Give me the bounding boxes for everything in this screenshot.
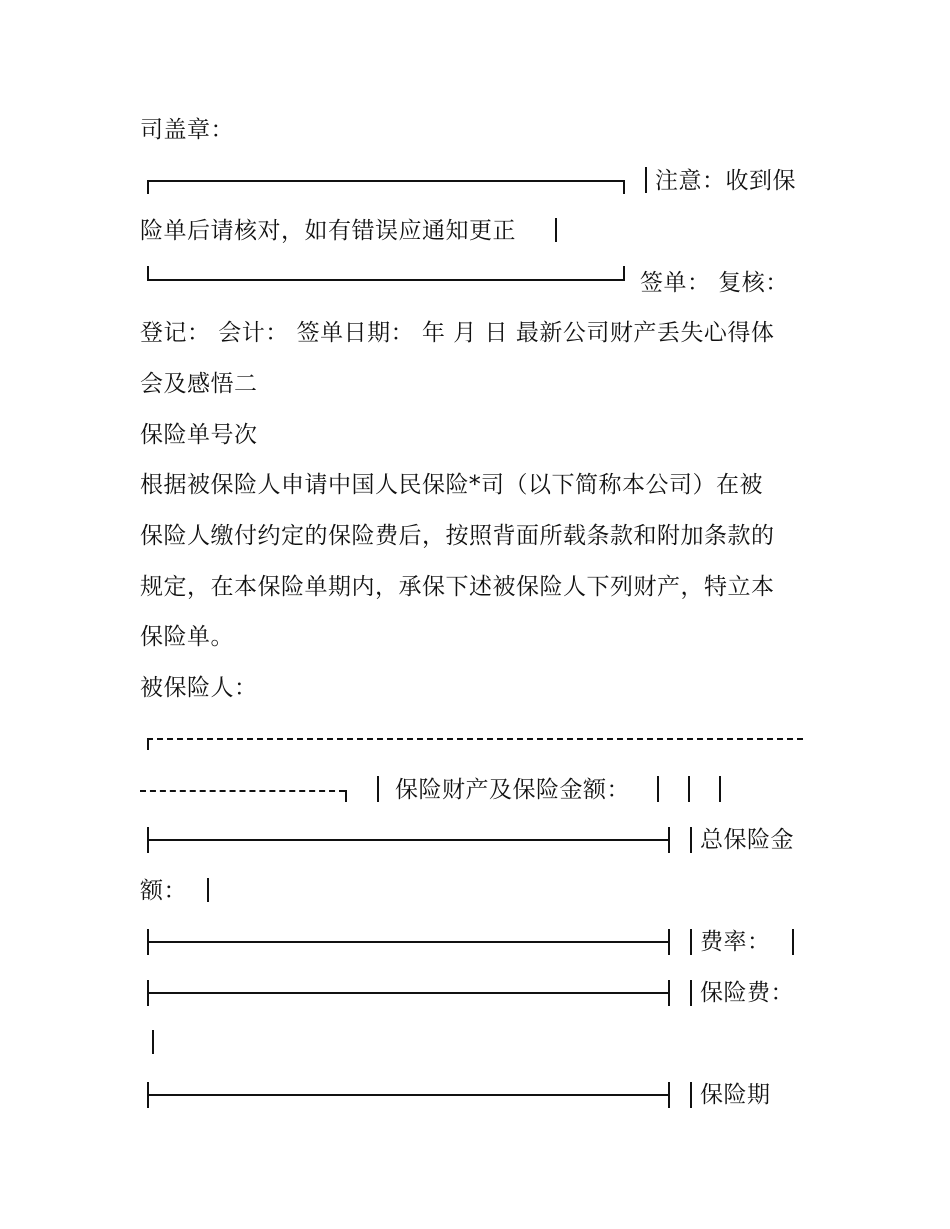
paragraph-line: 根据被保险人申请中国人民保险*司（以下简称本公司）在被 (140, 472, 763, 498)
box-divider (657, 776, 659, 802)
box-corner-right (623, 266, 625, 280)
paragraph-line: 保险单。 (140, 624, 234, 650)
policy-number-label: 保险单号次 (140, 422, 258, 448)
dashed-corner (345, 790, 347, 802)
box-divider (207, 878, 209, 902)
text-line-heading: 会及感悟二 (140, 371, 258, 397)
row-right-edge (668, 929, 670, 955)
box-divider (792, 929, 794, 955)
dashed-continuation (140, 790, 345, 792)
box-divider (555, 218, 557, 242)
row-right-edge (668, 827, 670, 853)
row-right-edge (668, 980, 670, 1006)
box-corner-right (623, 180, 625, 194)
box-top-border (147, 180, 625, 182)
box-divider (688, 776, 690, 802)
box-corner-left (147, 180, 149, 194)
box-bottom-border (147, 279, 625, 281)
rate-label: 费率： (700, 929, 771, 955)
box-divider (645, 167, 647, 193)
row-separator (147, 839, 669, 841)
box-divider (690, 827, 692, 853)
dashed-top-border (147, 738, 803, 740)
box-divider (690, 1082, 692, 1108)
box-divider (377, 776, 379, 802)
box-corner-left (147, 266, 149, 280)
box-divider (152, 1030, 154, 1054)
box-divider (719, 776, 721, 802)
row-separator (147, 1094, 669, 1096)
total-insured-label-cont: 额： (140, 878, 187, 904)
text-line-stamp: 司盖章： (140, 117, 234, 143)
row-separator (147, 941, 669, 943)
box-divider (690, 929, 692, 955)
box-divider (690, 980, 692, 1006)
note-label: 注意：收到保 (655, 168, 796, 194)
paragraph-line: 规定，在本保险单期内，承保下述被保险人下列财产，特立本 (140, 574, 775, 600)
premium-label: 保险费： (700, 980, 794, 1006)
total-insured-label: 总保险金 (700, 827, 794, 853)
paragraph-line: 保险人缴付约定的保险费后，按照背面所载条款和附加条款的 (140, 523, 775, 549)
sign-review-label: 签单： 复核： (640, 270, 789, 296)
property-amount-label: 保险财产及保险金额： (395, 777, 630, 803)
period-label: 保险期 (700, 1082, 771, 1108)
row-right-edge (668, 1082, 670, 1108)
text-line-verify: 险单后请核对，如有错误应通知更正 (140, 218, 516, 244)
text-line-register: 登记： 会计： 签单日期： 年 月 日 最新公司财产丢失心得体 (140, 320, 775, 346)
row-separator (147, 992, 669, 994)
insured-label: 被保险人： (140, 675, 258, 701)
